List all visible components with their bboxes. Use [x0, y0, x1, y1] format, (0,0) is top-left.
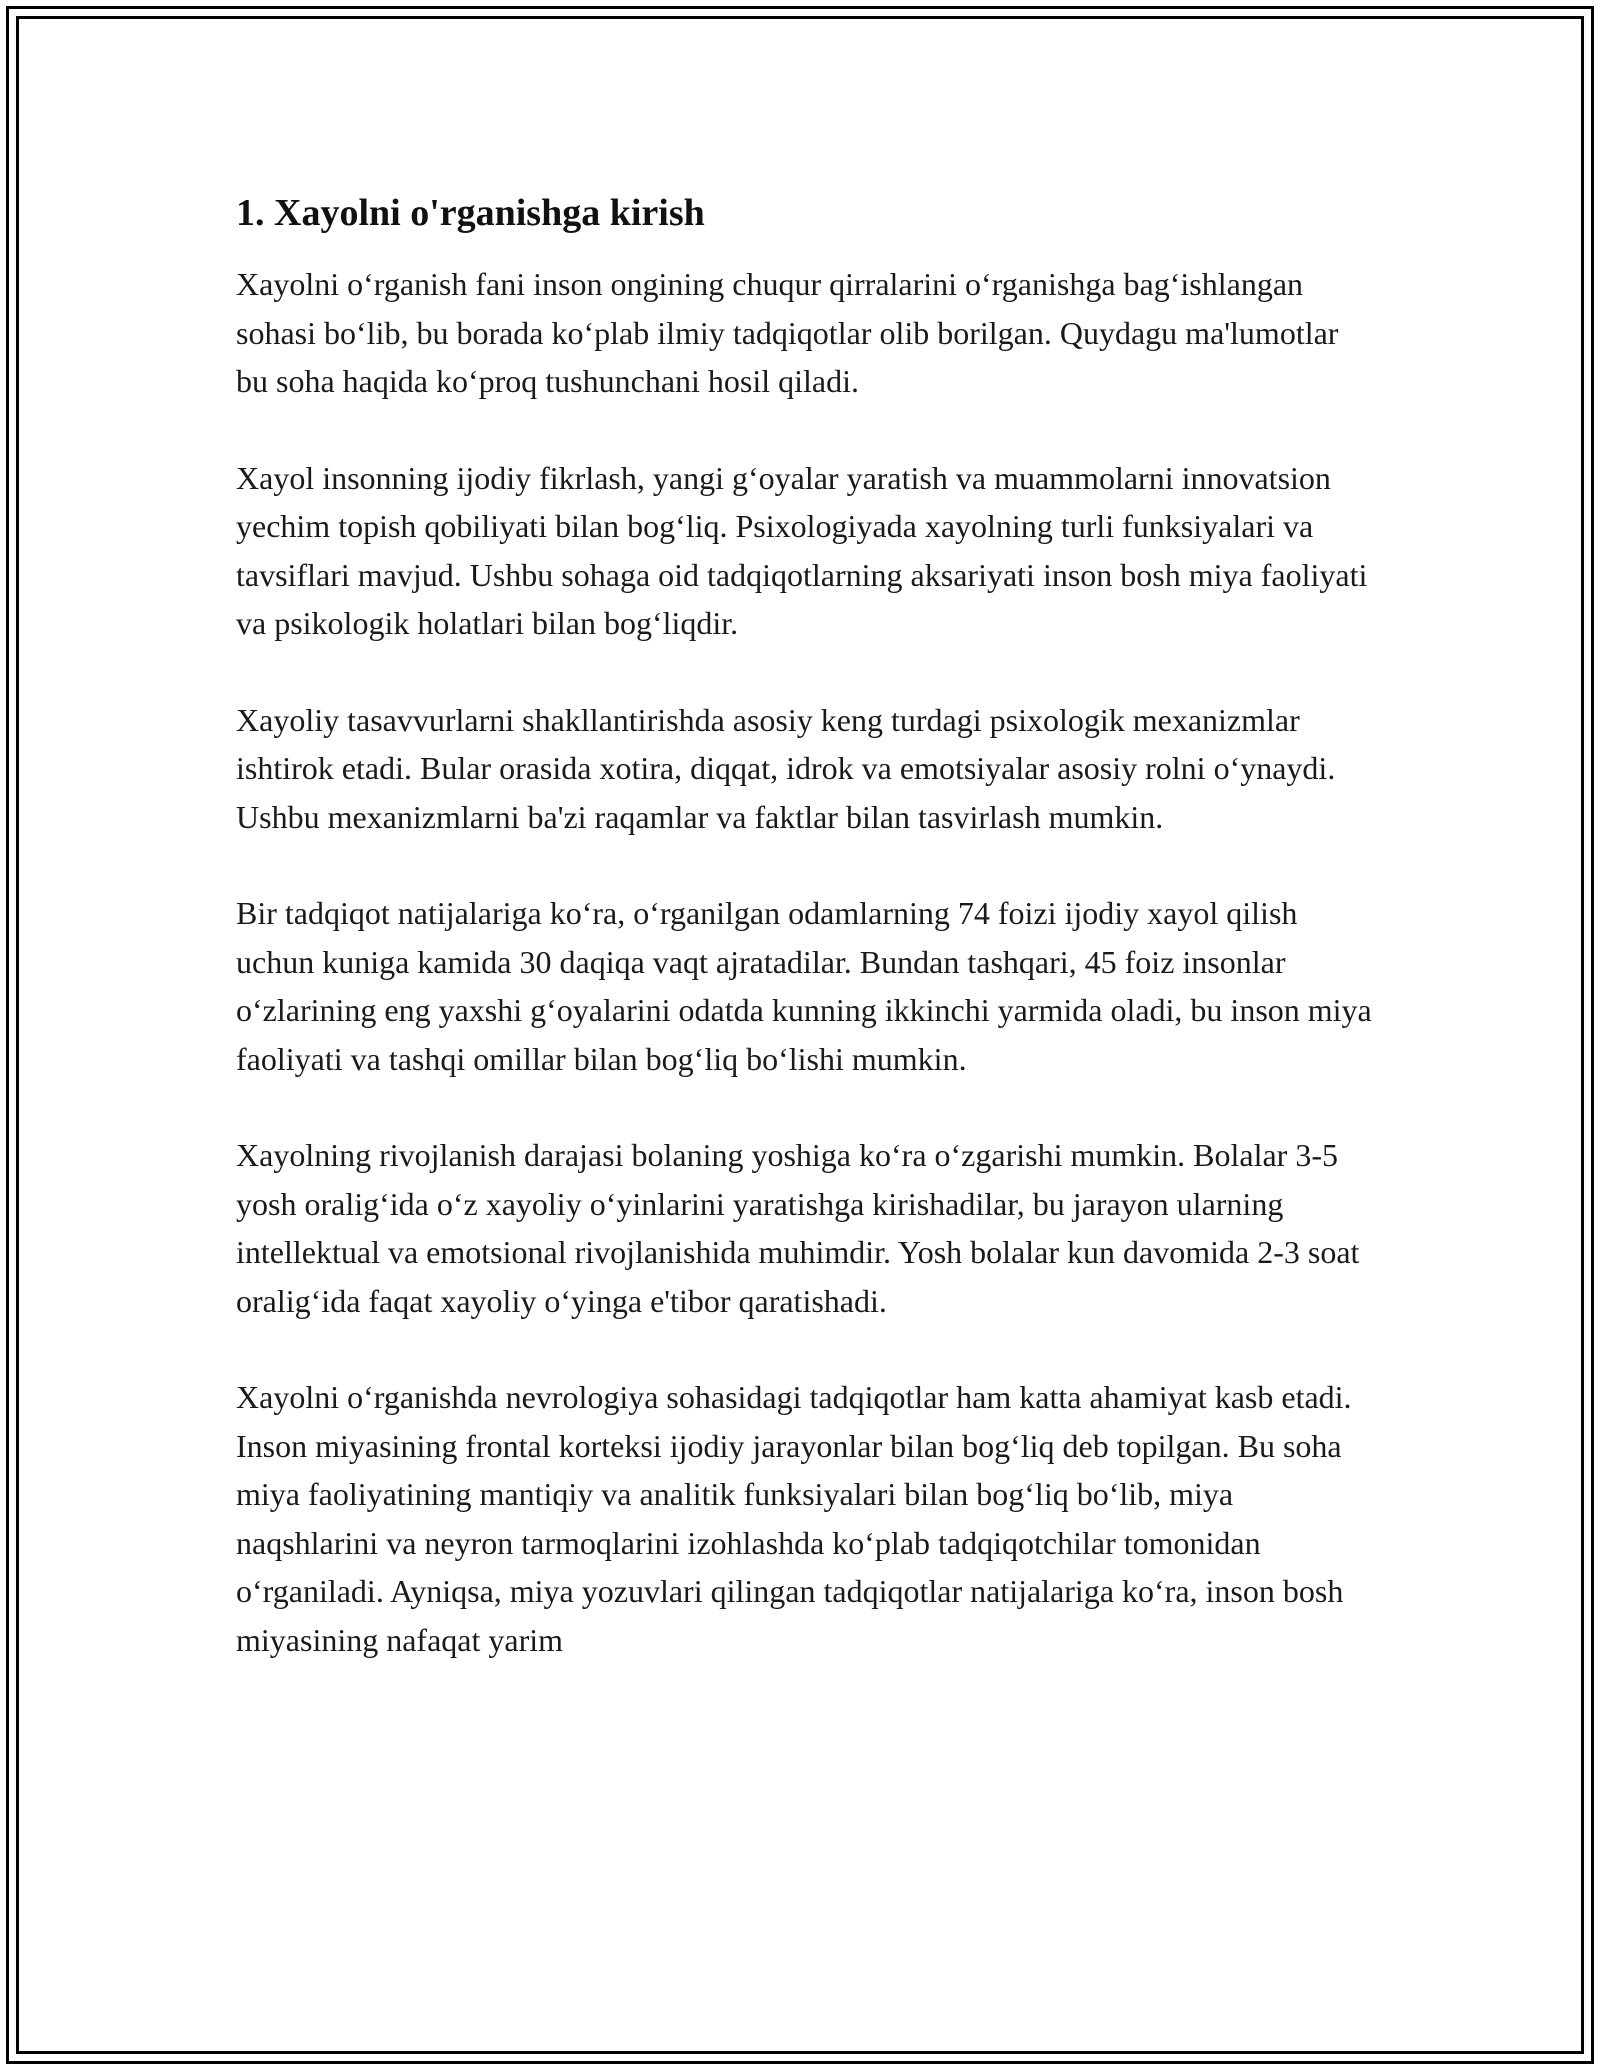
paragraph-child-development: Xayolning rivojlanish darajasi bolaning yoshiga ko‘ra o‘zgarishi mumkin. Bolalar 3-5 yosh oralig‘ida o‘z xayoliy o‘yinlarini yaratishga kirishadilar, bu jarayon ularning intellektual va emotsional rivojlanishida muhimdir. Yosh bolalar kun davomida 2-3 soat oralig‘ida faqat xayoliy o‘yinga e'tibor qaratishadi.	[236, 1137, 1360, 1319]
paragraph-neurology: Xayolni o‘rganishda nevrologiya sohasidagi tadqiqotlar ham katta ahamiyat kasb etadi. Inson miyasining frontal korteksi ijodiy jarayonlar bilan bog‘liq deb topilgan. Bu soha miya faoliyatining mantiqiy va analitik funksiyalari bilan bog‘liq bo‘lib, miya naqshlarini va neyron tarmoqlarini izohlashda ko‘plab tadqiqotchilar tomonidan o‘rganiladi. Ayniqsa, miya yozuvlari qilingan tadqiqotlar natijalariga ko‘ra, inson bosh miyasining nafaqat yarim	[236, 1379, 1352, 1658]
paragraph-statistics: Bir tadqiqot natijalariga ko‘ra, o‘rganilgan odamlarning 74 foizi ijodiy xayol qilish uchun kuniga kamida 30 daqiqa vaqt ajratadilar. Bundan tashqari, 45 foiz insonlar o‘zlarining eng yaxshi g‘oyalarini odatda kunning ikkinchi yarmida oladi, bu inson miya faoliyati va tashqi omillar bilan bog‘liq bo‘lishi mumkin.	[236, 895, 1372, 1077]
paragraph-mechanisms: Xayoliy tasavvurlarni shakllantirishda asosiy keng turdagi psixologik mexanizmlar ishtirok etadi. Bular orasida xotira, diqqat, idrok va emotsiyalar asosiy rolni o‘ynaydi. Ushbu mexanizmlarni ba'zi raqamlar va faktlar bilan tasvirlash mumkin.	[236, 701, 1336, 835]
paragraph-intro: Xayolni o‘rganish fani inson ongining chuqur qirralarini o‘rganishga bag‘ishlangan sohasi bo‘lib, bu borada ko‘plab ilmiy tadqiqotlar olib borilgan. Quydagu ma'lumotlar bu soha haqida ko‘proq tushunchani hosil qiladi.	[236, 266, 1339, 399]
document-body	[236, 188, 1376, 1664]
paragraph-creative-thinking: Xayol insonning ijodiy fikrlash, yangi g‘oyalar yaratish va muammolarni innovatsion yechim topish qobiliyati bilan bog‘liq. Psixologiyada xayolning turli funksiyalari va tavsiflari mavjud. Ushbu sohaga oid tadqiqotlarning aksariyati inson bosh miya faoliyati va psikologik holatlari bilan bog‘liqdir.	[236, 459, 1368, 641]
section-heading: 1. Xayolni o'rganishga kirish	[236, 192, 705, 234]
